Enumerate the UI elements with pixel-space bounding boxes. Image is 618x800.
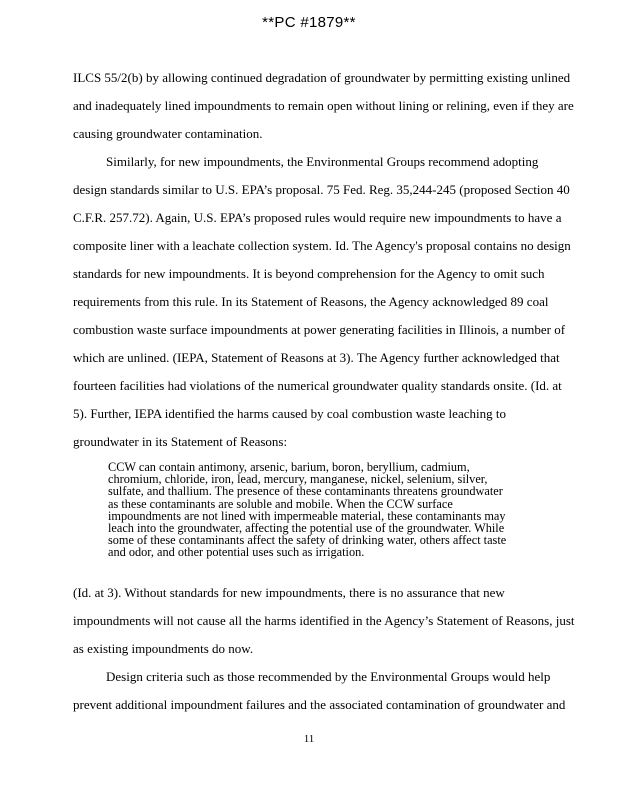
quote-line: leach into the groundwater, affecting the potential use of the groundwater. While xyxy=(108,521,505,536)
quote-line: chromium, chloride, iron, lead, mercury, manganese, nickel, selenium, silver, xyxy=(108,472,488,487)
body-line: Similarly, for new impoundments, the Environmental Groups recommend adopting xyxy=(106,154,539,169)
body-line: C.F.R. 257.72). Again, U.S. EPA’s proposed rules would require new impoundments to have a xyxy=(73,210,562,225)
body-line: causing groundwater contamination. xyxy=(73,126,263,141)
body-line: ILCS 55/2(b) by allowing continued degradation of groundwater by permitting existing unlined xyxy=(73,70,571,85)
body-line: requirements from this rule. In its Statement of Reasons, the Agency acknowledged 89 coal xyxy=(73,294,549,309)
quote-line: sulfate, and thallium. The presence of these contaminants threatens groundwater xyxy=(108,484,503,499)
block-quote xyxy=(108,461,553,559)
quote-line: as these contaminants are soluble and mobile. When the CCW surface xyxy=(108,496,453,511)
body-line: impoundments will not cause all the harms identified in the Agency’s Statement of Reasons, just xyxy=(73,613,575,628)
quote-line: impoundments are not lined with impermeable material, these contaminants may xyxy=(108,508,506,523)
quote-line: and odor, and other potential uses such as irrigation. xyxy=(108,545,365,560)
quote-line: some of these contaminants affect the safety of drinking water, others affect taste xyxy=(108,533,507,548)
body-line: prevent additional impoundment failures and the associated contamination of groundwater and xyxy=(73,697,566,712)
document-header-id: **PC #1879** xyxy=(262,14,356,31)
body-line: standards for new impoundments. It is beyond comprehension for the Agency to omit such xyxy=(73,266,545,281)
quote-line: CCW can contain antimony, arsenic, barium, boron, beryllium, cadmium, xyxy=(108,460,470,474)
body-line: which are unlined. (IEPA, Statement of Reasons at 3). The Agency further acknowledged that xyxy=(73,350,560,365)
body-line: groundwater in its Statement of Reasons: xyxy=(73,434,288,449)
body-line: fourteen facilities had violations of the numerical groundwater quality standards onsite. (Id. at xyxy=(73,378,562,393)
body-line: as existing impoundments do now. xyxy=(73,641,254,656)
body-line: design standards similar to U.S. EPA’s proposal. 75 Fed. Reg. 35,244-245 (proposed Section 40 xyxy=(73,182,570,197)
body-line: (Id. at 3). Without standards for new impoundments, there is no assurance that new xyxy=(73,585,505,600)
body-line: 5). Further, IEPA identified the harms caused by coal combustion waste leaching to xyxy=(73,406,506,421)
body-line: Design criteria such as those recommended by the Environmental Groups would help xyxy=(106,669,551,684)
page-number: 11 xyxy=(303,733,315,745)
body-line: and inadequately lined impoundments to remain open without lining or relining, even if they are xyxy=(73,98,574,113)
body-line: composite liner with a leachate collection system. Id. The Agency's proposal contains no design xyxy=(73,238,571,253)
body-line: combustion waste surface impoundments at power generating facilities in Illinois, a number of xyxy=(73,322,566,337)
